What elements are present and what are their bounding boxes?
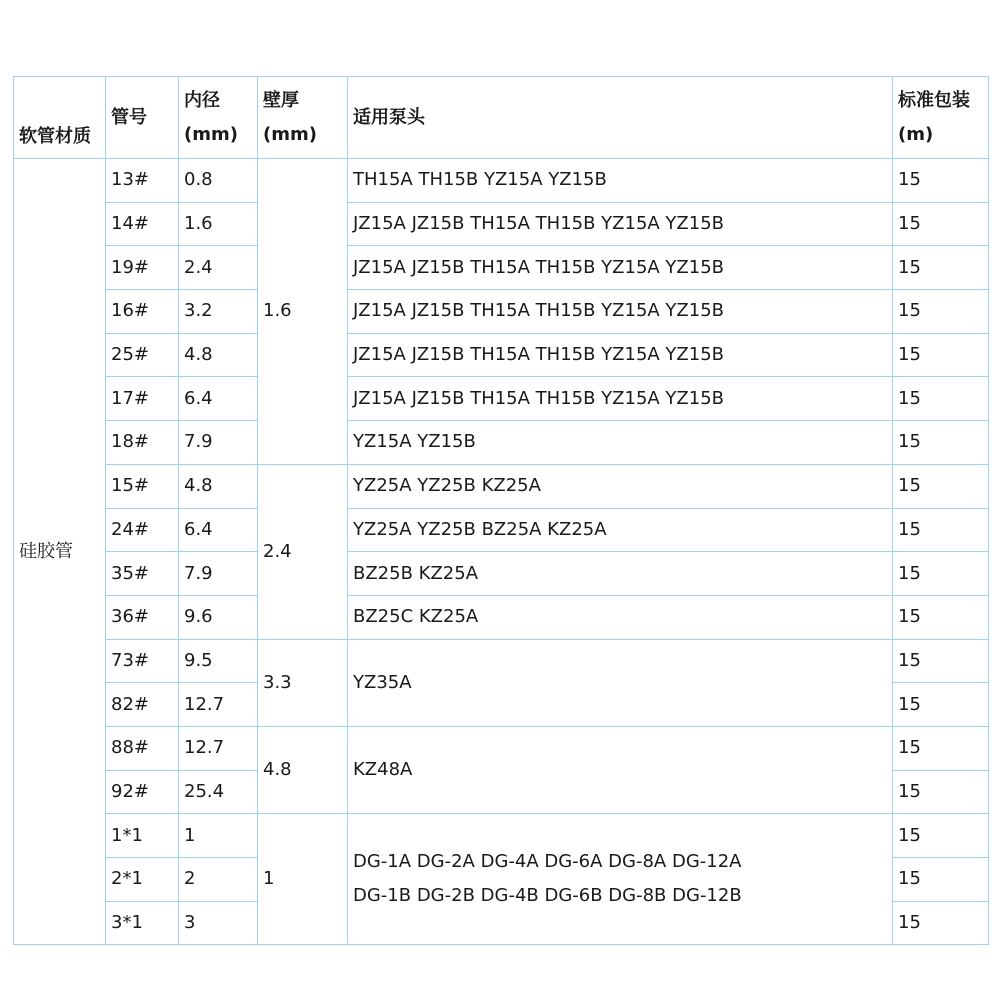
table-row: [14, 377, 989, 421]
wall-thickness-cell: 2.4: [258, 464, 348, 639]
pump-heads-cell: JZ15A JZ15B TH15A TH15B YZ15A YZ15B: [348, 377, 893, 421]
table-row: [14, 552, 989, 596]
pump-heads-cell: [348, 814, 893, 945]
inner-diameter-cell: 1.6: [179, 202, 258, 246]
std-package-cell: 15: [893, 814, 989, 858]
pump-heads-cell: YZ15A YZ15B: [348, 421, 893, 465]
tube-no-cell: 36#: [106, 595, 179, 639]
table-row: [14, 159, 989, 203]
pump-heads-cell: YZ25A YZ25B KZ25A: [348, 464, 893, 508]
table-row: [14, 246, 989, 290]
inner-diameter-cell: 9.6: [179, 595, 258, 639]
header-material: 软管材质: [14, 77, 106, 159]
tube-no-cell: 15#: [106, 464, 179, 508]
table-row: [14, 202, 989, 246]
tube-no-cell: 13#: [106, 159, 179, 203]
pump-heads-cell: BZ25B KZ25A: [348, 552, 893, 596]
pump-heads-cell: YZ25A YZ25B BZ25A KZ25A: [348, 508, 893, 552]
pump-heads-line-2: DG-1B DG-2B DG-4B DG-6B DG-8B DG-12B: [353, 885, 742, 907]
std-package-cell: 15: [893, 595, 989, 639]
table-row: [14, 726, 989, 770]
tube-no-cell: 18#: [106, 421, 179, 465]
std-package-cell: 15: [893, 202, 989, 246]
inner-diameter-cell: 1: [179, 814, 258, 858]
std-package-cell: 15: [893, 159, 989, 203]
header-std-package: 标准包装 (m): [893, 77, 989, 159]
inner-diameter-cell: 0.8: [179, 159, 258, 203]
std-package-cell: 15: [893, 246, 989, 290]
inner-diameter-cell: 2: [179, 858, 258, 902]
inner-diameter-cell: 6.4: [179, 508, 258, 552]
std-package-cell: 15: [893, 508, 989, 552]
table-row: [14, 639, 989, 683]
tube-no-cell: 14#: [106, 202, 179, 246]
header-wall-thickness: 壁厚 (mm): [258, 77, 348, 159]
tube-no-cell: 24#: [106, 508, 179, 552]
table-row: [14, 333, 989, 377]
table-row: [14, 421, 989, 465]
inner-diameter-cell: 2.4: [179, 246, 258, 290]
std-package-cell: 15: [893, 377, 989, 421]
wall-thickness-cell: 4.8: [258, 726, 348, 813]
pump-heads-line-1: DG-1A DG-2A DG-4A DG-6A DG-8A DG-12A: [353, 851, 742, 873]
header-tube-no: 管号: [106, 77, 179, 159]
std-package-cell: 15: [893, 552, 989, 596]
tube-no-cell: 3*1: [106, 901, 179, 945]
tube-no-cell: 19#: [106, 246, 179, 290]
table-row: [14, 595, 989, 639]
inner-diameter-cell: 7.9: [179, 552, 258, 596]
std-package-cell: 15: [893, 683, 989, 727]
inner-diameter-cell: 9.5: [179, 639, 258, 683]
inner-diameter-cell: 4.8: [179, 333, 258, 377]
pump-heads-cell: TH15A TH15B YZ15A YZ15B: [348, 159, 893, 203]
tube-no-cell: 16#: [106, 290, 179, 334]
tube-no-cell: 82#: [106, 683, 179, 727]
tube-no-cell: 2*1: [106, 858, 179, 902]
table-row: [14, 464, 989, 508]
table-row: [14, 814, 989, 858]
pump-heads-cell: JZ15A JZ15B TH15A TH15B YZ15A YZ15B: [348, 290, 893, 334]
pump-heads-cell: JZ15A JZ15B TH15A TH15B YZ15A YZ15B: [348, 246, 893, 290]
table-row: [14, 508, 989, 552]
tube-no-cell: 73#: [106, 639, 179, 683]
spec-table: [13, 76, 989, 945]
inner-diameter-cell: 25.4: [179, 770, 258, 814]
std-package-cell: 15: [893, 464, 989, 508]
inner-diameter-cell: 7.9: [179, 421, 258, 465]
header-pump-heads: 适用泵头: [348, 77, 893, 159]
inner-diameter-cell: 12.7: [179, 683, 258, 727]
pump-heads-cell: BZ25C KZ25A: [348, 595, 893, 639]
wall-thickness-cell: 1: [258, 814, 348, 945]
std-package-cell: 15: [893, 770, 989, 814]
wall-thickness-cell: 1.6: [258, 159, 348, 465]
tube-no-cell: 1*1: [106, 814, 179, 858]
inner-diameter-cell: 6.4: [179, 377, 258, 421]
std-package-cell: 15: [893, 290, 989, 334]
pump-heads-cell: JZ15A JZ15B TH15A TH15B YZ15A YZ15B: [348, 202, 893, 246]
std-package-cell: 15: [893, 333, 989, 377]
tube-no-cell: 92#: [106, 770, 179, 814]
tube-no-cell: 35#: [106, 552, 179, 596]
inner-diameter-cell: 3: [179, 901, 258, 945]
tube-no-cell: 25#: [106, 333, 179, 377]
std-package-cell: 15: [893, 421, 989, 465]
header-inner-diameter: 内径 (mm): [179, 77, 258, 159]
std-package-cell: 15: [893, 901, 989, 945]
inner-diameter-cell: 4.8: [179, 464, 258, 508]
pump-heads-cell: JZ15A JZ15B TH15A TH15B YZ15A YZ15B: [348, 333, 893, 377]
tube-no-cell: 88#: [106, 726, 179, 770]
wall-thickness-cell: 3.3: [258, 639, 348, 726]
pump-heads-cell: KZ48A: [348, 726, 893, 813]
inner-diameter-cell: 3.2: [179, 290, 258, 334]
table-row: [14, 290, 989, 334]
header-row: [14, 77, 989, 159]
std-package-cell: 15: [893, 639, 989, 683]
inner-diameter-cell: 12.7: [179, 726, 258, 770]
tube-no-cell: 17#: [106, 377, 179, 421]
std-package-cell: 15: [893, 858, 989, 902]
std-package-cell: 15: [893, 726, 989, 770]
pump-heads-cell: YZ35A: [348, 639, 893, 726]
material-cell: 硅胶管: [14, 159, 106, 945]
